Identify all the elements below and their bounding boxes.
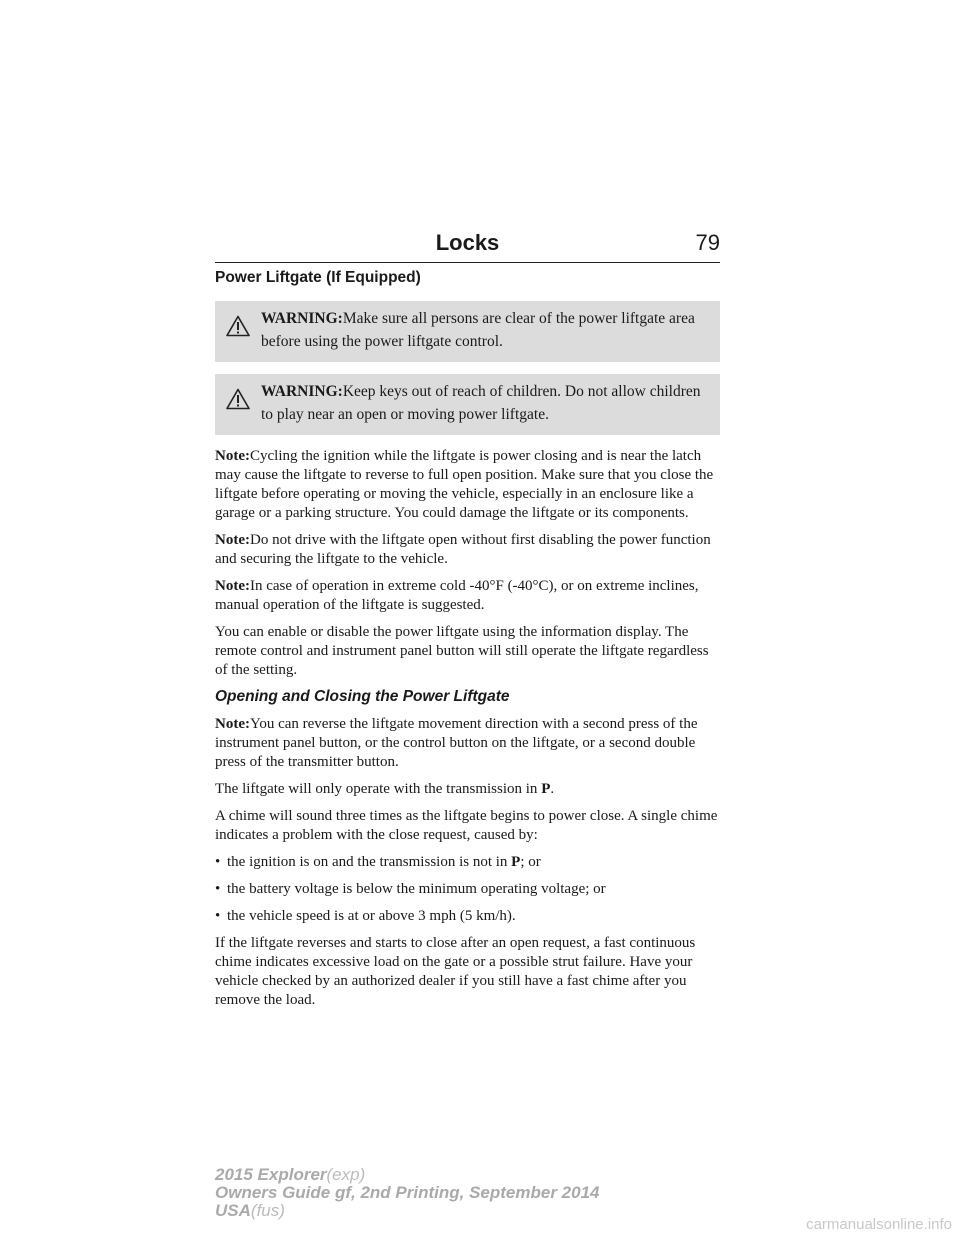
gear-letter: P xyxy=(541,781,551,797)
warning-body: Make sure all persons are clear of the power liftgate area before using the power liftgate control. xyxy=(261,310,695,350)
warning-box xyxy=(215,374,720,435)
note-text: Do not drive with the liftgate open without first disabling the power function and securing the liftgate to the vehicle. xyxy=(215,532,711,567)
page-header xyxy=(215,226,720,263)
chime-paragraph: A chime will sound three times as the liftgate begins to power close. A single chime indicates a problem with the close request, caused by: xyxy=(215,808,718,843)
footer-line-printing: Owners Guide gf, 2nd Printing, September 2014 xyxy=(215,1183,600,1202)
bullet-icon: • xyxy=(215,854,221,870)
list-item xyxy=(215,853,720,872)
gear-letter: P xyxy=(511,854,521,870)
final-paragraph: If the liftgate reverses and starts to close after an open request, a fast continuous chime indicates excessive load on the gate or a possible strut failure. Have your vehicle checked by an authorized dealer if you still have a fast chime after you remove the load. xyxy=(215,935,696,1008)
section-title: Power Liftgate (If Equipped) xyxy=(215,269,421,286)
text-span: the ignition is on and the transmission is not in xyxy=(227,854,512,870)
note-paragraph xyxy=(215,715,720,772)
page-number: 79 xyxy=(695,230,720,255)
footer-line-model xyxy=(215,1166,599,1184)
warning-text xyxy=(261,380,710,426)
chapter-title: Locks xyxy=(435,230,500,255)
warning-label: WARNING: xyxy=(261,383,343,400)
note-paragraph xyxy=(215,577,720,615)
warning-triangle-icon xyxy=(215,307,261,337)
note-label: Note: xyxy=(215,448,250,464)
enable-paragraph: You can enable or disable the power liftgate using the information display. The remote control and instrument panel button will still operate the liftgate regardless of the setting. xyxy=(215,624,709,678)
note-label: Note: xyxy=(215,578,250,594)
warning-text xyxy=(261,307,710,353)
page-footer xyxy=(215,1166,599,1220)
list-item xyxy=(215,907,720,926)
bullet-icon: • xyxy=(215,908,221,924)
footer-model-code: (exp) xyxy=(326,1165,366,1184)
note-label: Note: xyxy=(215,716,250,732)
list-item-text: the vehicle speed is at or above 3 mph (5 km/h). xyxy=(227,908,516,924)
note-text: You can reverse the liftgate movement direction with a second press of the instrument panel button, or the control button on the liftgate, or a second double press of the transmitter button. xyxy=(215,716,698,770)
list-item-text: the battery voltage is below the minimum operating voltage; or xyxy=(227,881,606,897)
footer-market: USA xyxy=(215,1201,251,1220)
footer-line-market xyxy=(215,1202,599,1220)
list-item-text xyxy=(227,853,541,872)
transmission-paragraph xyxy=(215,780,720,799)
bullet-icon: • xyxy=(215,881,221,897)
text-span: ; or xyxy=(520,854,541,870)
footer-model: 2015 Explorer xyxy=(215,1165,327,1184)
note-text: In case of operation in extreme cold -40°F (-40°C), or on extreme inclines, manual operation of the liftgate is suggested. xyxy=(215,578,699,613)
warning-triangle-icon xyxy=(215,380,261,410)
note-text: Cycling the ignition while the liftgate is power closing and is near the latch may cause the liftgate to reverse to full open position. Make sure that you close the liftgate before operating or moving the vehicle, especially in an enclosure like a garage or a parking structure. You could damage the liftgate or its components. xyxy=(215,448,714,521)
list-item xyxy=(215,880,720,899)
text-span: . xyxy=(550,781,555,797)
subsection-title: Opening and Closing the Power Liftgate xyxy=(215,688,510,705)
footer-market-code: (fus) xyxy=(250,1201,285,1220)
text-span: The liftgate will only operate with the transmission in xyxy=(215,781,542,797)
watermark: carmanualsonline.info xyxy=(806,1216,952,1233)
page-content xyxy=(215,269,720,1018)
warning-label: WARNING: xyxy=(261,310,343,327)
note-paragraph xyxy=(215,447,720,523)
warning-box xyxy=(215,301,720,362)
note-label: Note: xyxy=(215,532,250,548)
note-paragraph xyxy=(215,531,720,569)
warning-body: Keep keys out of reach of children. Do not allow children to play near an open or moving power liftgate. xyxy=(261,383,701,423)
